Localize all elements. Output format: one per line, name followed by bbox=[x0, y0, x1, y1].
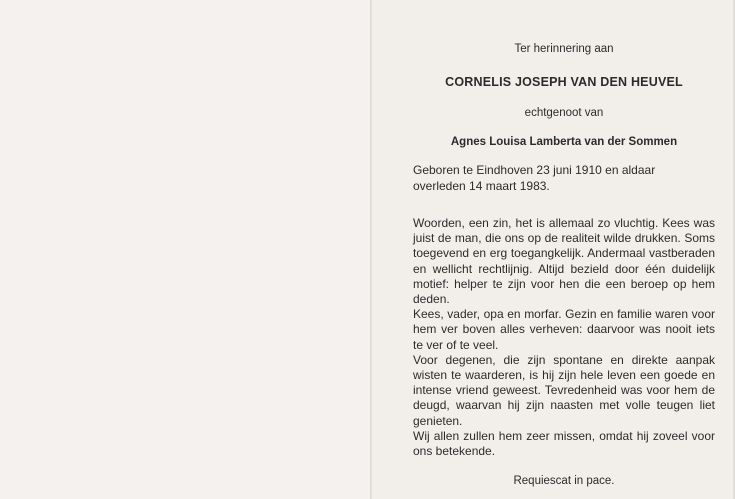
birth-death-statement bbox=[413, 162, 715, 194]
closing-line: Requiescat in pace. bbox=[513, 475, 615, 487]
eulogy-text bbox=[413, 216, 715, 459]
death-line: overleden 14 maart 1983. bbox=[413, 179, 550, 193]
eulogy-paragraph-3: Voor degenen, die zijn spontane en direkte aanpak wisten te waarderen, is hij zijn hele leven een goede en intense vriend geweest. Tevredenheid was voor hem de deugd, waarvan hij zijn naasten met volle teugen liet genieten. bbox=[413, 352, 715, 428]
eulogy-paragraph-2: Kees, vader, opa en morfar. Gezin en familie waren voor hem ver boven alles verheven: daarvoor was nooit iets te ver of te veel. bbox=[413, 307, 715, 352]
spouse-intro: echtgenoot van bbox=[524, 107, 604, 119]
spouse-name: Agnes Louisa Lamberta van der Sommen bbox=[450, 136, 678, 148]
birth-line: Geboren te Eindhoven 23 juni 1910 en aldaar bbox=[413, 163, 656, 177]
intro-line: Ter herinnering aan bbox=[514, 43, 614, 55]
eulogy-paragraph-4: Wij allen zullen hem zeer missen, omdat hij zoveel voor ons betekende. bbox=[413, 428, 715, 459]
deceased-name: CORNELIS JOSEPH VAN DEN HEUVEL bbox=[445, 75, 683, 89]
eulogy-paragraph-1: Woorden, een zin, het is allemaal zo vluchtig. Kees was juist de man, die ons op de realiteit wilde drukken. Soms toegevend en erg toegangkelijk. Andermaal vastberaden en wellicht rechtlijnig. Altijd bezield door één duidelijk motief: helper te zijn voor hen die een beroep op hem deden. bbox=[413, 216, 715, 307]
